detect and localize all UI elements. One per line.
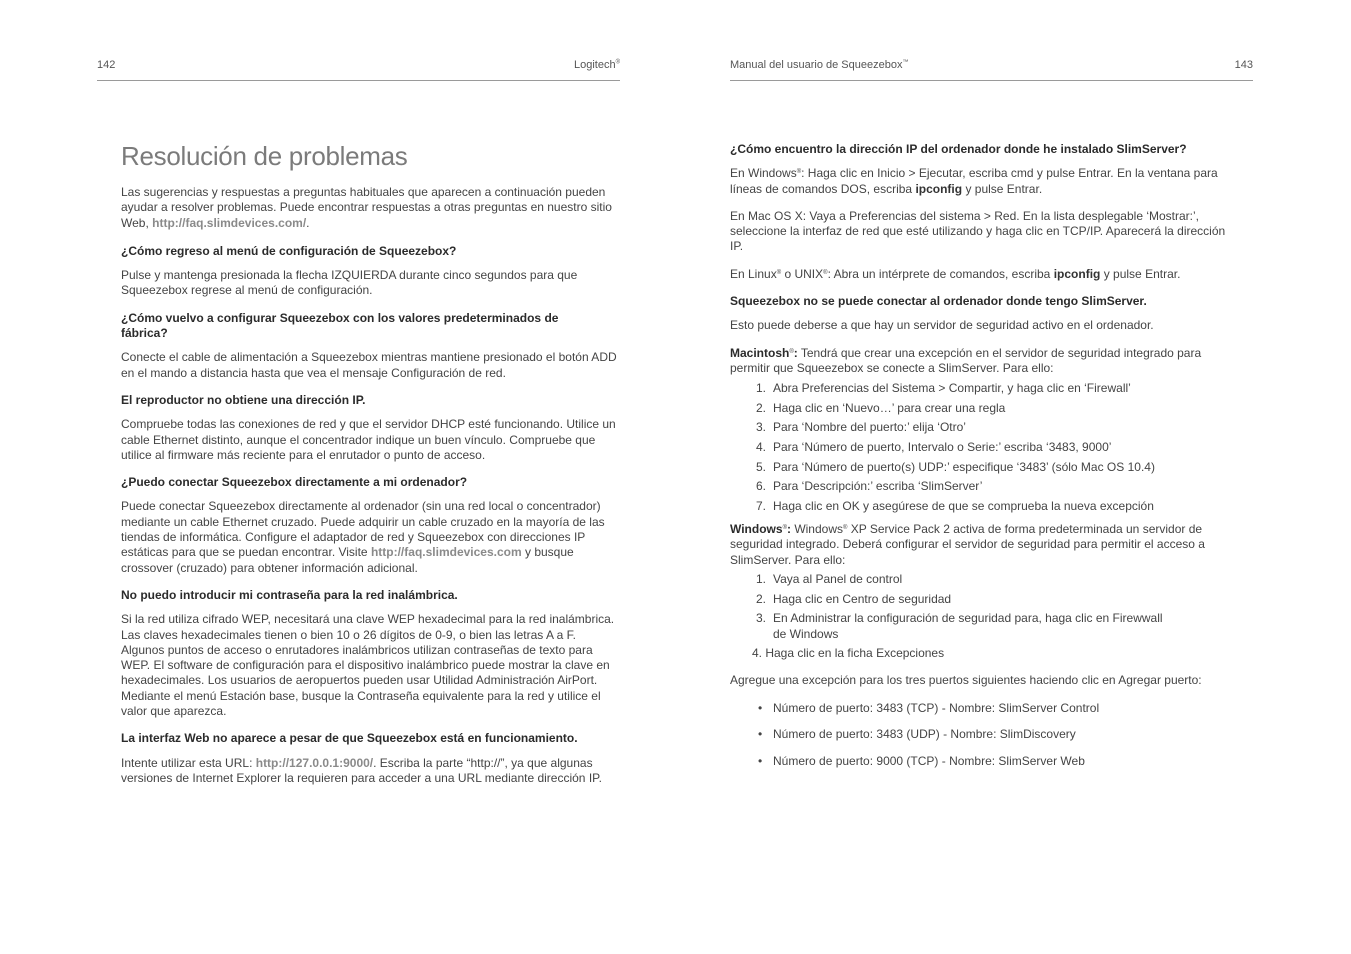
right-page (676, 0, 1351, 954)
connect-question: Squeezebox no se puede conectar al ordenador donde tengo SlimServer. (730, 294, 1147, 309)
windows-text-2: XP Service Pack 2 activa de forma predeterminada un servidor de seguridad integrado. Deberá configurar el servidor de seguridad para permitir el acceso a SlimServer. Para ello: (730, 522, 1205, 567)
mac-text: Tendrá que crear una excepción en el servidor de seguridad integrado para permitir que Squeezebox se conecte a SlimServer. Para ello: (730, 345, 1202, 375)
ip-windows-label: En Windows (730, 166, 797, 181)
list-item (730, 727, 1230, 742)
ip-linux-after: y pulse Entrar. (1100, 266, 1181, 281)
mac-label: Macintosh (730, 345, 790, 360)
intro-after: . (306, 215, 310, 230)
windows-text: Windows (790, 522, 843, 537)
list-item (730, 592, 1230, 607)
connect-answer: Esto puede deberse a que hay un servidor de seguridad activo en el ordenador. (730, 318, 1154, 333)
step-text: Haga clic en OK y asegúrese de que se comprueba la nueva excepción (773, 498, 1154, 513)
ip-windows (730, 166, 1230, 197)
step-number: 5. (756, 459, 767, 474)
ip-windows-text: : Haga clic en Inicio > Ejecutar, escriba cmd y pulse Entrar. En la ventana para líneas de comandos DOS, escriba (730, 166, 1218, 196)
list-item (730, 572, 1230, 587)
registered-mark: ® (782, 525, 787, 532)
ports-list (730, 701, 1230, 769)
port-entry: Número de puerto: 3483 (UDP) - Nombre: SlimDiscovery (773, 727, 1076, 742)
faq-question-5: No puedo introducir mi contraseña para la red inalámbrica. (121, 587, 458, 602)
localhost-link[interactable]: http://127.0.0.1:9000/ (255, 755, 374, 770)
bullet: • (758, 700, 763, 715)
faq-answer-6-text: Intente utilizar esta URL: (121, 755, 256, 770)
windows-steps (730, 572, 1230, 642)
header-rule (97, 80, 620, 81)
windows-step-4: 4. Haga clic en la ficha Excepciones (752, 646, 945, 661)
list-item (730, 479, 1230, 494)
left-page (0, 0, 675, 954)
ip-linux-label: En Linux (730, 266, 777, 281)
trademark: ™ (902, 59, 909, 66)
step-number: 1. (756, 572, 767, 587)
faq-answer-4-text: Puede conectar Squeezebox directamente al ordenador (sin una red local o concentrador) mediante un cable Ethernet cruzado. Puede adquirir un cable cruzado en la mayoría de las tiendas de informática. Configure el adaptador de red y Squeezebox con direcciones IP estáticas para que se puedan encontrar. Visite (121, 499, 605, 560)
manual-title: Manual del usuario de Squeezebox (730, 59, 903, 71)
step-text: Vaya al Panel de control (773, 572, 903, 587)
list-item (730, 381, 1230, 396)
faq-question-4: ¿Puedo conectar Squeezebox directamente a mi ordenador? (121, 475, 468, 490)
registered-mark: ® (615, 59, 620, 66)
right-column (730, 142, 1230, 780)
step-number: 6. (756, 479, 767, 494)
windows-paragraph (730, 522, 1230, 568)
page-number: 143 (1234, 59, 1253, 71)
faq-link-2[interactable]: http://faq.slimdevices.com (370, 545, 522, 560)
ip-unix-label: o UNIX (781, 266, 824, 281)
step-number: 7. (756, 498, 767, 513)
ip-linux-text: : Abra un intérprete de comandos, escriba (827, 266, 1054, 281)
step-number: 4. (756, 440, 767, 455)
list-item (730, 611, 1230, 642)
ip-windows-after: y pulse Entrar. (962, 181, 1043, 196)
mac-colon: : (793, 345, 798, 360)
ports-intro: Agregue una excepción para los tres puertos siguientes haciendo clic en Agregar puerto: (730, 673, 1202, 688)
port-entry: Número de puerto: 3483 (TCP) - Nombre: SlimServer Control (773, 700, 1100, 715)
list-item (730, 499, 1230, 514)
step-number: 1. (756, 381, 767, 396)
brand-name: Logitech (573, 59, 616, 71)
list-item (730, 420, 1230, 435)
faq-question-2: ¿Cómo vuelvo a configurar Squeezebox con los valores predeterminados de fábrica? (121, 310, 559, 341)
manual-header (730, 59, 908, 71)
registered-mark: ® (823, 269, 828, 276)
ipconfig-command: ipconfig (915, 181, 963, 196)
list-item (730, 440, 1230, 455)
faq-question-3: El reproductor no obtiene una dirección IP. (121, 392, 366, 407)
intro-text: Las sugerencias y respuestas a preguntas habituales que aparecen a continuación pueden ayudar a resolver problemas. Puede encontrar respuestas a otras preguntas en nuestro sitio Web, (121, 185, 612, 230)
faq-answer-6 (121, 756, 621, 787)
step-text: Para ‘Descripción:’ escriba ‘SlimServer’ (773, 479, 983, 494)
port-entry: Número de puerto: 9000 (TCP) - Nombre: SlimServer Web (773, 753, 1085, 768)
step-number: 3. (756, 420, 767, 435)
step-text: Para ‘Nombre del puerto:’ elija ‘Otro’ (773, 420, 966, 435)
step-text: Para ‘Número de puerto(s) UDP:’ especifique ‘3483’ (sólo Mac OS 10.4) (773, 459, 1155, 474)
ip-linux (730, 267, 1230, 282)
step-number: 3. (756, 611, 767, 626)
step-text: Para ‘Número de puerto, Intervalo o Serie:’ escriba ‘3483, 9000’ (773, 440, 1112, 455)
faq-answer-5: Si la red utiliza cifrado WEP, necesitará una clave WEP hexadecimal para la red inalámbrica. Las claves hexadecimales tienen o bien 10 o 26 dígitos de 0-9, o bien las letras A a F. Algunos puntos de acceso o enrutadores inalámbricos utilizan contraseñas de texto para WEP. El software de configuración para el dispositivo inalámbrico puede mostrar la clave en hexadecimales. Los usuarios de aeropuertos pueden usar Utilidad Administración AirPort. Mediante el menú Estación base, busque la Contraseña equivalente para la red y utilice el valor que aparezca. (121, 612, 615, 719)
registered-mark: ® (789, 348, 794, 355)
list-item (730, 754, 1230, 769)
mac-paragraph (730, 346, 1230, 377)
brand-header (574, 59, 620, 71)
header-rule (730, 80, 1253, 81)
registered-mark: ® (796, 169, 802, 176)
step-number: 2. (756, 591, 767, 606)
bullet: • (758, 753, 763, 768)
list-item (730, 460, 1230, 475)
intro-paragraph (121, 185, 621, 231)
faq-answer-4 (121, 499, 621, 575)
registered-mark: ® (776, 269, 782, 276)
ip-question: ¿Cómo encuentro la dirección IP del ordenador donde he instalado SlimServer? (730, 142, 1187, 156)
step-text: Abra Preferencias del Sistema > Compartir, y haga clic en ‘Firewall’ (773, 381, 1131, 396)
faq-answer-3: Compruebe todas las conexiones de red y que el servidor DHCP esté funcionando. Utilice un cable Ethernet distinto, aunque el concentrador indique un buen vínculo. Compruebe que utilice al firmware más reciente para el enrutador o punto de acceso. (121, 417, 616, 462)
step-text: En Administrar la configuración de seguridad para, haga clic en Firewwall de Windows (773, 611, 1163, 641)
ipconfig-command: ipconfig (1053, 266, 1101, 281)
step-text: Haga clic en Centro de seguridad (773, 591, 952, 606)
faq-answer-6-after: . Escriba la parte “http://”, ya que algunas versiones de Internet Explorer la requieren para acceder a una URL mediante dirección IP. (121, 755, 602, 785)
left-column (121, 139, 621, 786)
faq-question-6: La interfaz Web no aparece a pesar de que Squeezebox está en funcionamiento. (121, 731, 578, 746)
step-number: 2. (756, 400, 767, 415)
step-text: Haga clic en ‘Nuevo…’ para crear una regla (773, 400, 1006, 415)
faq-answer-1: Pulse y mantenga presionada la flecha IZQUIERDA durante cinco segundos para que Squeezebox regrese al menú de configuración. (121, 268, 578, 298)
bullet: • (758, 727, 763, 742)
ip-mac: En Mac OS X: Vaya a Preferencias del sistema > Red. En la lista desplegable ‘Mostrar:’, seleccione la interfaz de red que esté utilizando y haga clic en TCP/IP. Aparecerá la dirección IP. (730, 208, 1226, 254)
list-item (730, 401, 1230, 416)
page-title: Resolución de problemas (121, 141, 408, 171)
faq-answer-2: Conecte el cable de alimentación a Squeezebox mientras mantiene presionado el botón ADD en el mando a distancia hasta que vea el mensaje Configuración de red. (121, 350, 617, 380)
list-item (730, 701, 1230, 716)
faq-answer-4-after: y busque crossover (cruzado) para obtener información adicional. (121, 545, 574, 575)
mac-steps (730, 381, 1230, 514)
page-number: 142 (97, 59, 116, 71)
faq-link[interactable]: http://faq.slimdevices.com/ (152, 215, 307, 230)
windows-label: Windows (730, 522, 783, 537)
registered-mark: ® (843, 525, 848, 532)
windows-colon: : (786, 522, 791, 537)
faq-question-1: ¿Cómo regreso al menú de configuración de Squeezebox? (121, 243, 457, 258)
